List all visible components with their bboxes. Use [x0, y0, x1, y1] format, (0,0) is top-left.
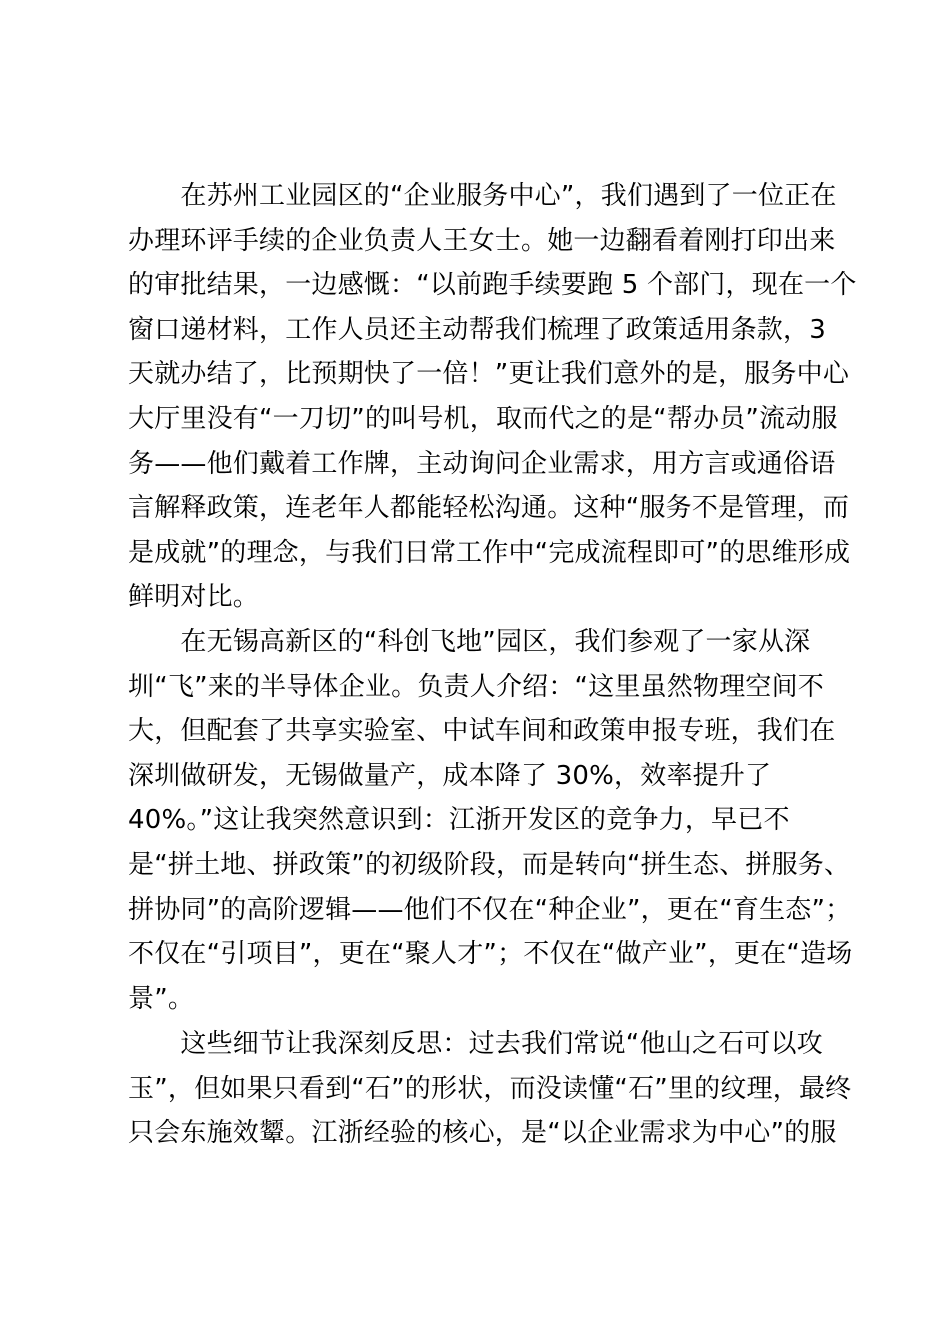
paragraph-3: [128, 1022, 852, 1156]
text-line: 在苏州工业园区的“企业服务中心”，我们遇到了一位正在: [128, 181, 837, 211]
text-line: 窗口递材料，工作人员还主动帮我们梳理了政策适用条款，3: [128, 314, 826, 345]
text-line: 办理环评手续的企业负责人王女士。她一边翻看着刚打印出来: [128, 225, 836, 256]
paragraph-2: [128, 620, 853, 1021]
text-line: 在无锡高新区的“科创飞地”园区，我们参观了一家从深: [128, 627, 811, 657]
text-line: 是“拼土地、拼政策”的初级阶段，而是转向“拼生态、拼服务、: [128, 849, 851, 880]
text-line: 只会东施效颦。江浙经验的核心，是“以企业需求为中心”的服: [128, 1118, 837, 1149]
text-line: 大，但配套了共享实验室、中试车间和政策申报专班，我们在: [128, 716, 836, 747]
text-line: 天就办结了，比预期快了一倍！”更让我们意外的是，服务中心: [128, 359, 850, 390]
text-line: 鲜明对比。: [128, 582, 260, 613]
text-line: 是成就”的理念，与我们日常工作中“完成流程即可”的思维形成: [128, 537, 851, 568]
text-line: 大厅里没有“一刀切”的叫号机，取而代之的是“帮办员”流动服: [128, 403, 838, 434]
text-line: 务——他们戴着工作牌，主动询问企业需求，用方言或通俗语: [128, 448, 836, 479]
text-line: 的审批结果，一边感慨：“以前跑手续要跑 5 个部门，现在一个: [128, 270, 857, 301]
paragraph-1: [128, 174, 857, 620]
text-line: 景”。: [128, 983, 195, 1014]
text-line: 玉”，但如果只看到“石”的形状，而没读懂“石”里的纹理，最终: [128, 1073, 852, 1104]
text-line: 深圳做研发，无锡做量产，成本降了 30%，效率提升了: [128, 760, 772, 791]
text-line: 言解释政策，连老年人都能轻松沟通。这种“服务不是管理，而: [128, 493, 850, 524]
text-line: 这些细节让我深刻反思：过去我们常说“他山之石可以攻: [128, 1029, 823, 1059]
text-line: 不仅在“引项目”，更在“聚人才”；不仅在“做产业”，更在“造场: [128, 939, 853, 970]
text-line: 圳“飞”来的半导体企业。负责人介绍：“这里虽然物理空间不: [128, 671, 825, 702]
text-line: 拼协同”的高阶逻辑——他们不仅在“种企业”，更在“育生态”；: [128, 894, 852, 925]
text-line: 40%。”这让我突然意识到：江浙开发区的竞争力，早已不: [128, 805, 790, 836]
